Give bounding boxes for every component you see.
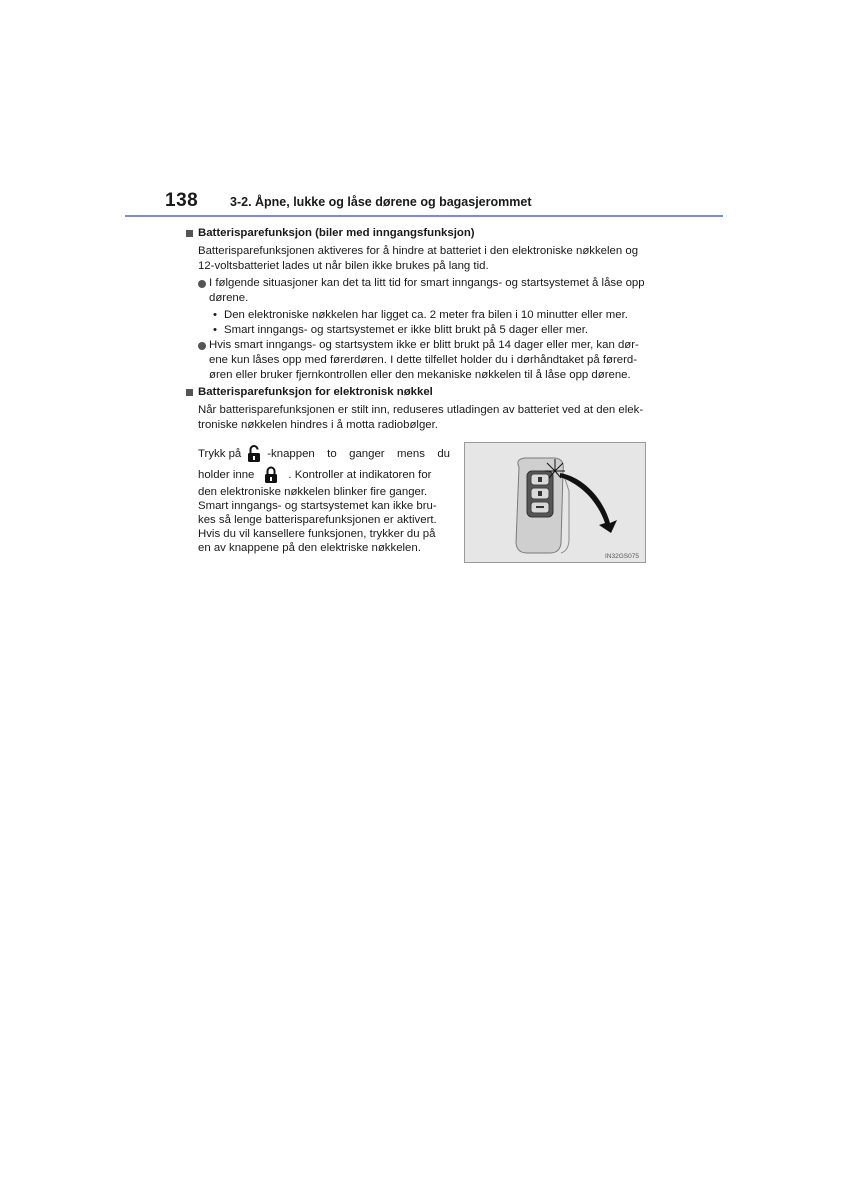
instruction-line: den elektroniske nøkkelen blinker fire ganger. [198,486,428,498]
text-line: Smart inngangs- og startsystemet er ikke blitt brukt på 5 dager eller mer. [224,324,589,336]
square-bullet-icon [186,230,193,237]
circle-bullet-icon [198,280,206,288]
instruction-line: kes så lenge batterisparefunksjonen er aktivert. [198,514,437,526]
text-line: I følgende situasjoner kan det ta litt tid for smart inngangs- og startsystemet å låse opp [209,277,645,289]
lock-icon [264,466,278,484]
section-intro [198,244,666,274]
list-item [198,338,666,383]
chapter-title: 3-2. Åpne, lukke og låse dørene og bagasjerommet [230,195,532,209]
text-fragment: . Kontroller at indikatoren for [288,469,432,481]
header-rule [125,215,723,217]
text-line: 12-voltsbatteriet lades ut når bilen ikke brukes på lang tid. [198,260,489,272]
section-title-battery-save [186,226,666,241]
section-title-text: Batterisparefunksjon (biler med inngangsfunksjon) [198,227,475,239]
instruction-line: Smart inngangs- og startsystemet kan ikke bru- [198,500,437,512]
square-bullet-icon [186,389,193,396]
figure-instructions [198,443,450,555]
page-header [125,190,723,220]
sub-list-item [212,308,666,323]
instruction-line: en av knappene på den elektriske nøkkelen. [198,542,421,554]
text-line: troniske nøkkelen hindres i å motta radiobølger. [198,419,438,431]
electronic-key-drawing [465,443,645,562]
figure-code: IN32GS075 [605,553,639,560]
text-fragment: -knappen to ganger mens du [267,448,450,460]
sub-list-item [212,323,666,338]
section-title-text: Batterisparefunksjon for elektronisk nøkkel [198,386,433,398]
main-content [186,226,666,435]
text-fragment: holder inne [198,469,255,481]
section-intro [198,403,666,433]
instruction-line [198,465,450,485]
text-line: øren eller bruker fjernkontrollen eller den mekaniske nøkkelen til å låse opp dørene. [209,369,631,381]
text-line: ene kun låses opp med førerdøren. I dette tilfellet holder du i dørhåndtaket på førerd- [209,354,638,366]
instruction-line: Hvis du vil kansellere funksjonen, trykker du på [198,528,436,540]
instruction-line [198,443,450,465]
circle-bullet-icon [198,342,206,350]
unlock-icon [247,445,261,463]
text-line: Batterisparefunksjonen aktiveres for å hindre at batteriet i den elektroniske nøkkelen og [198,245,639,257]
text-fragment: Trykk på [198,448,242,460]
section-title-key-battery-save [186,385,666,400]
key-illustration [464,442,646,563]
text-line: dørene. [209,292,249,304]
list-item [198,276,666,306]
text-line: Den elektroniske nøkkelen har ligget ca. 2 meter fra bilen i 10 minutter eller mer. [224,309,628,321]
page-number: 138 [165,190,199,211]
text-line: Hvis smart inngangs- og startsystem ikke er blitt brukt på 14 dager eller mer, kan dør- [209,339,639,351]
dot-bullet-icon: • [213,324,217,336]
dot-bullet-icon: • [213,309,217,321]
text-line: Når batterisparefunksjonen er stilt inn, reduseres utladingen av batteriet ved at den elek- [198,404,644,416]
